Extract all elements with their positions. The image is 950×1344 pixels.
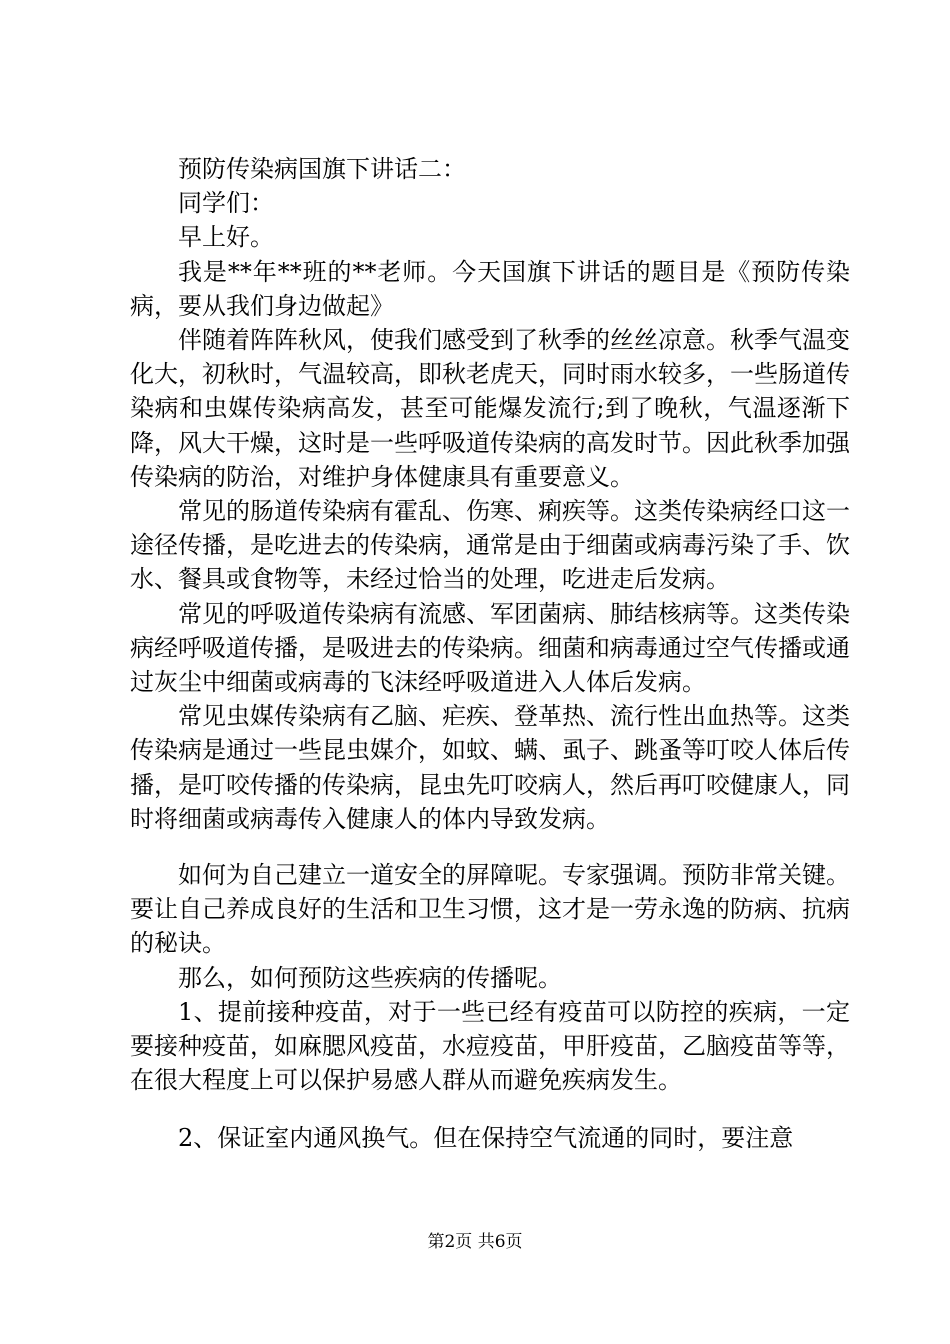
ventilation-paragraph: 2、保证室内通风换气。但在保持空气流通的同时，要注意 [178,1124,794,1153]
respiratory-disease-paragraph: 常见的呼吸道传染病有流感、军团菌病、肺结核病等。这类传染病经呼吸道传播，是吸进去的传染病。细菌和病毒通过空气传播或通过灰尘中细菌或病毒的飞沫经呼吸道进入人体后发病。 [130,599,850,697]
salutation: 同学们： [178,189,274,218]
prevention-key-paragraph: 如何为自己建立一道安全的屏障呢。专家强调。预防非常关键。要让自己养成良好的生活和卫生习惯，这才是一劳永逸的防病、抗病的秘诀。 [130,861,850,958]
page-number-footer: 第2页 共6页 [427,1232,523,1252]
speech-title: 预防传染病国旗下讲话二： [178,155,466,183]
autumn-paragraph: 伴随着阵阵秋风，使我们感受到了秋季的丝丝凉意。秋季气温变化大，初秋时，气温较高，即秋老虎天，同时雨水较多，一些肠道传染病和虫媒传染病高发，甚至可能爆发流行;到了晚秋，气温逐渐下降，风大干燥，这时是一些呼吸道传染病的高发时节。因此秋季加强传染病的防治，对维护身体健康具有重要意义。 [130,326,850,491]
intro-paragraph: 我是**年**班的**老师。今天国旗下讲话的题目是《预防传染病，要从我们身边做起》 [130,257,850,320]
intestinal-disease-paragraph: 常见的肠道传染病有霍乱、伤寒、痢疾等。这类传染病经口这一途径传播，是吃进去的传染病，通常是由于细菌或病毒污染了手、饮水、餐具或食物等，未经过恰当的处理，吃进走后发病。 [130,497,850,594]
document-body [130,152,850,1156]
vaccine-paragraph: 1、提前接种疫苗，对于一些已经有疫苗可以防控的疾病，一定要接种疫苗，如麻腮风疫苗，水痘疫苗，甲肝疫苗，乙脑疫苗等等，在很大程度上可以保护易感人群从而避免疾病发生。 [130,997,850,1095]
insect-borne-disease-paragraph: 常见虫媒传染病有乙脑、疟疾、登革热、流行性出血热等。这类传染病是通过一些昆虫媒介，如蚊、螨、虱子、跳蚤等叮咬人体后传播，是叮咬传播的传染病，昆虫先叮咬病人，然后再叮咬健康人，同时将细菌或病毒传入健康人的体内导致发病。 [130,702,850,833]
greeting: 早上好。 [178,223,274,252]
prevention-question-paragraph: 那么，如何预防这些疾病的传播呢。 [178,963,562,992]
